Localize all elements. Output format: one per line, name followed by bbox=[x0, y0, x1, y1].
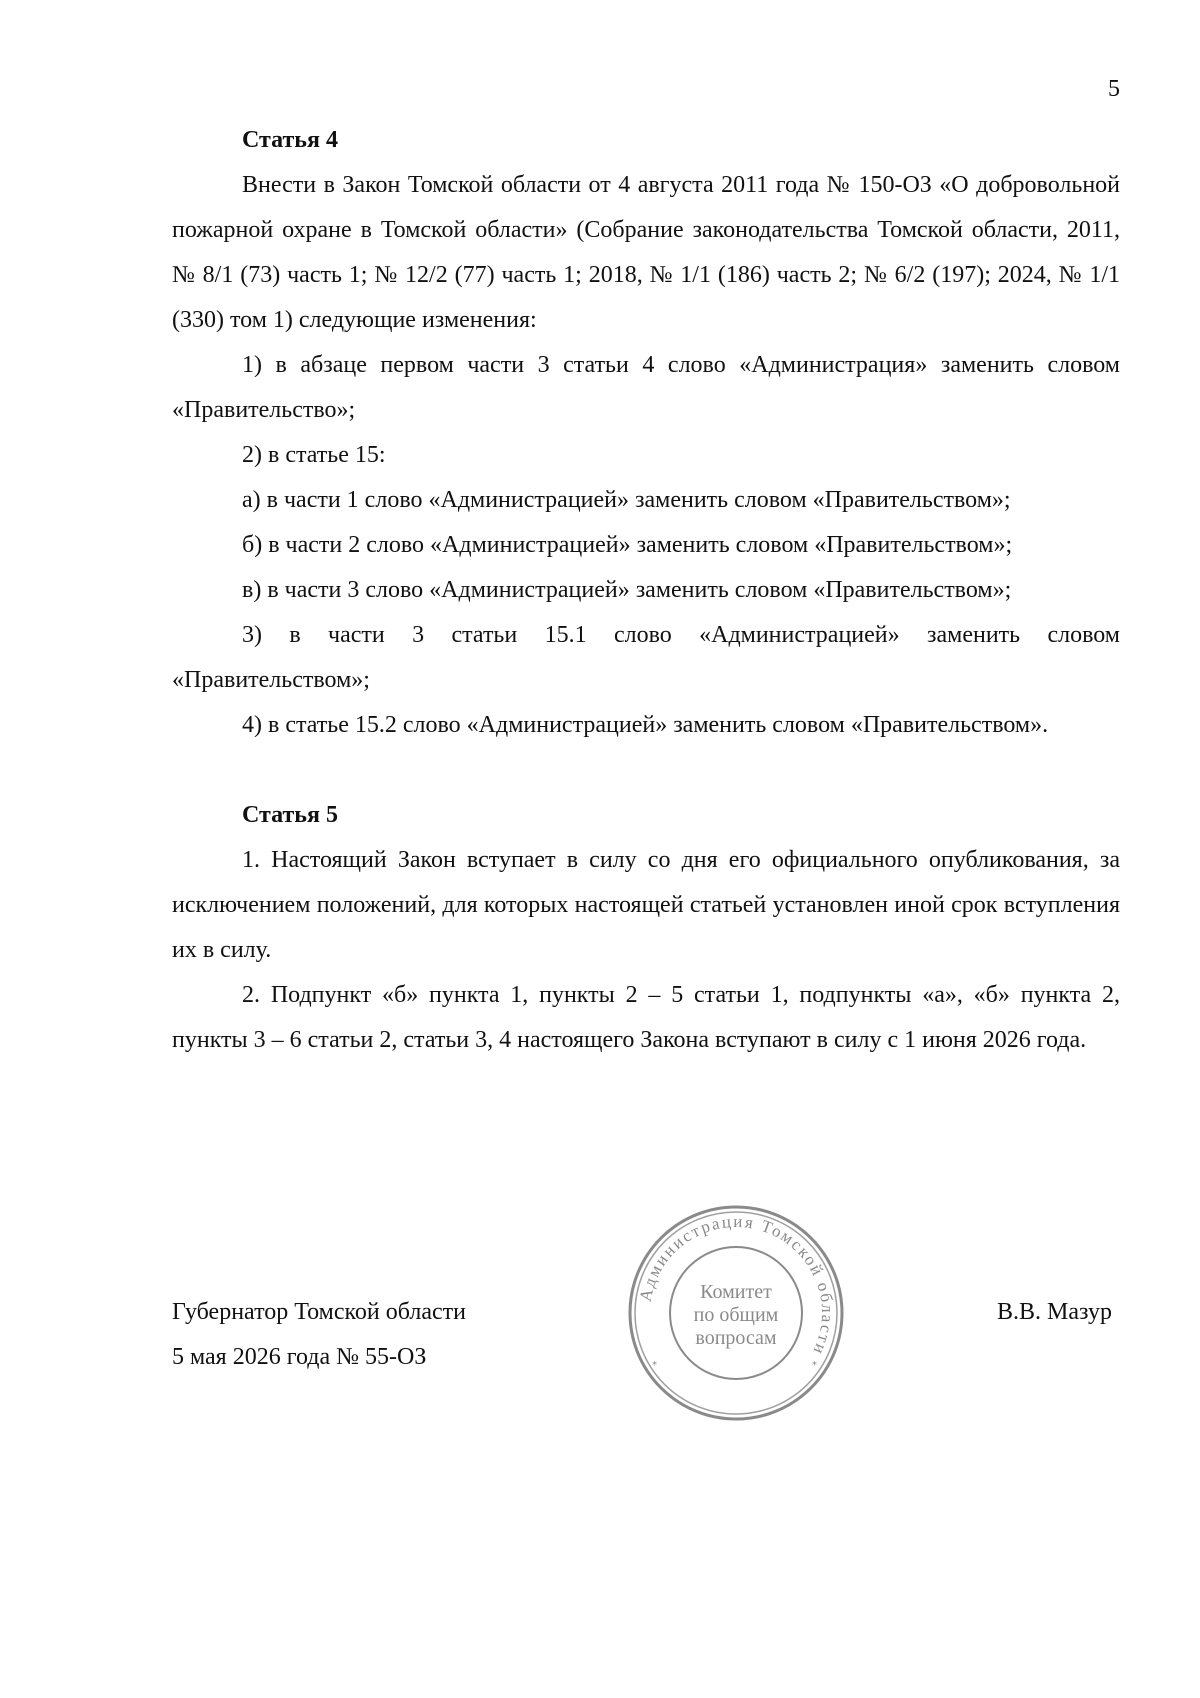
article-5-heading: Статья 5 bbox=[242, 802, 338, 828]
stamp-center-line-3: вопросам bbox=[695, 1327, 777, 1349]
page-number: 5 bbox=[1108, 76, 1120, 102]
signature-left bbox=[172, 1290, 466, 1380]
signatory-position: Губернатор Томской области bbox=[172, 1299, 466, 1325]
stamp-ring-textpath: Администрация Томской области bbox=[635, 1211, 838, 1359]
article-4-item: 3) в части 3 статьи 15.1 слово «Администрацией» заменить словом «Правительством»; bbox=[172, 622, 1120, 693]
seal-stamp bbox=[625, 1202, 847, 1424]
article-4-heading: Статья 4 bbox=[242, 127, 338, 153]
article-4-item: в) в части 3 слово «Администрацией» заменить словом «Правительством»; bbox=[242, 577, 1012, 603]
stamp-center-line-2: по общим bbox=[693, 1304, 779, 1326]
article-4-item: б) в части 2 слово «Администрацией» заменить словом «Правительством»; bbox=[242, 532, 1013, 558]
article-spacer bbox=[172, 748, 1120, 793]
article-5-item: 2. Подпункт «б» пункта 1, пункты 2 – 5 статьи 1, подпункты «а», «б» пункта 2, пункты 3 – 6 статьи 2, статьи 3, 4 настоящего Закона вступают в силу с 1 июня 2026 года. bbox=[172, 982, 1120, 1053]
article-4-item: а) в части 1 слово «Администрацией» заменить словом «Правительством»; bbox=[242, 487, 1011, 513]
article-4-item: 4) в статье 15.2 слово «Администрацией» заменить словом «Правительством». bbox=[242, 712, 1049, 738]
article-4-item: 2) в статье 15: bbox=[242, 442, 386, 468]
stamp-star-left: * bbox=[652, 1360, 657, 1371]
law-date-number: 5 мая 2026 года № 55-ОЗ bbox=[172, 1344, 427, 1370]
stamp-star-right: * bbox=[812, 1360, 817, 1371]
signatory-name: В.В. Мазур bbox=[997, 1299, 1112, 1325]
article-4-intro: Внести в Закон Томской области от 4 августа 2011 года № 150-ОЗ «О добровольной пожарной охране в Томской области» (Собрание законодательства Томской области, 2011, № 8/1 (73) часть 1; № 12/2 (77) часть 1; 2018, № 1/1 (186) часть 2; № 6/2 (197); 2024, № 1/1 (330) том 1) следующие изменения: bbox=[172, 172, 1120, 333]
document-body bbox=[172, 118, 1120, 1063]
article-4-item: 1) в абзаце первом части 3 статьи 4 слово «Администрация» заменить словом «Правительство»; bbox=[172, 352, 1120, 423]
article-5-item: 1. Настоящий Закон вступает в силу со дня его официального опубликования, за исключением положений, для которых настоящей статьей установлен иной срок вступления их в силу. bbox=[172, 847, 1120, 963]
stamp-center-line-1: Комитет bbox=[700, 1281, 772, 1303]
